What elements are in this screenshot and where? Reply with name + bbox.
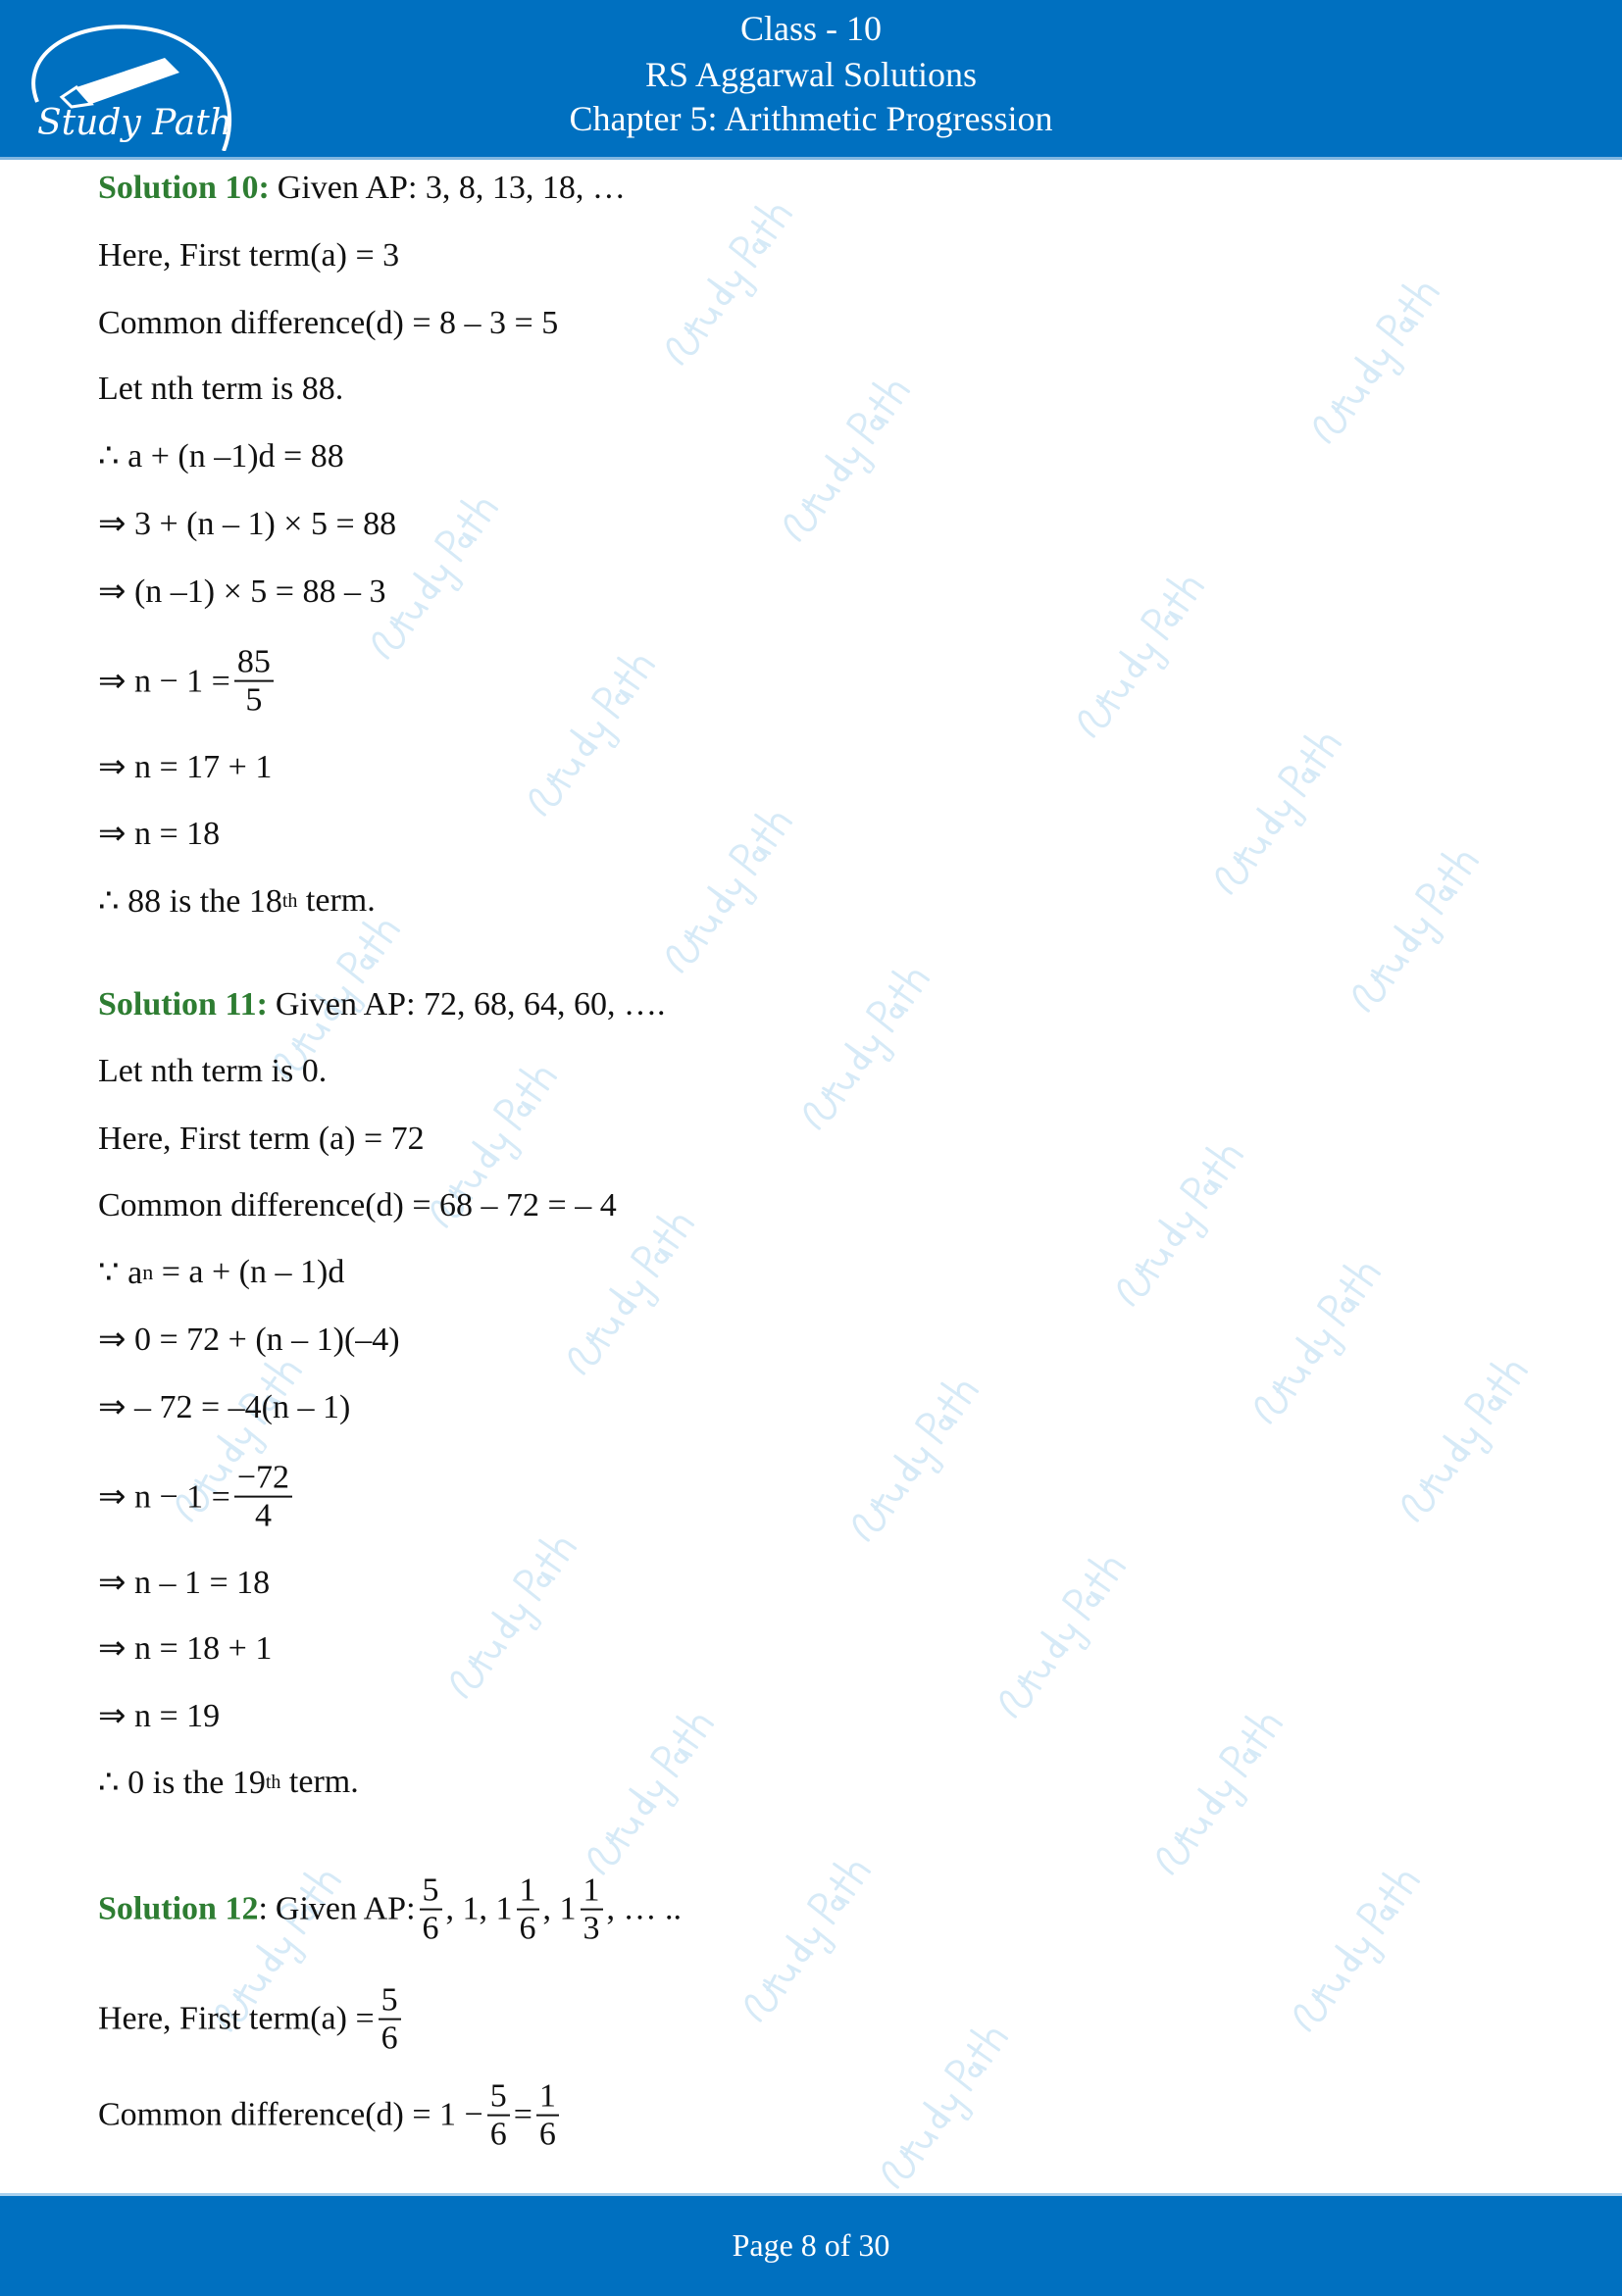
numerator: 1: [581, 1872, 603, 1911]
step: ⇒ n = 17 + 1: [98, 749, 273, 785]
numerator: 1: [517, 1872, 539, 1911]
step-text: ∴ 0 is the 19: [98, 1765, 266, 1801]
separator: , 1: [542, 1891, 577, 1927]
numerator: 5: [487, 2078, 510, 2117]
step: ⇒ 3 + (n – 1) × 5 = 88: [98, 506, 397, 542]
fraction: [581, 1872, 603, 1948]
superscript: th: [281, 889, 298, 912]
watermark-icon: [783, 952, 943, 1146]
watermark: [1381, 1344, 1542, 1538]
page-footer: [0, 2193, 1622, 2296]
step-fraction: [98, 1982, 405, 2058]
watermark: [508, 638, 669, 832]
given-ap: Given AP: 3, 8, 13, 18, …: [277, 170, 626, 206]
step: Here, First term (a) = 72: [98, 1121, 425, 1157]
denominator: 5: [245, 682, 263, 719]
denominator: 6: [519, 1911, 536, 1947]
step-text: ⇒ n − 1 =: [98, 1479, 230, 1516]
superscript: th: [265, 1771, 281, 1793]
watermark-icon: [547, 1197, 708, 1391]
watermark-icon: [763, 364, 924, 558]
watermark: [1293, 266, 1453, 460]
denominator: 3: [583, 1911, 600, 1947]
numerator: 1: [536, 2078, 559, 2117]
watermark-icon: [724, 1844, 885, 2038]
watermark: [547, 1197, 708, 1391]
equals: =: [513, 2097, 532, 2133]
page-header: [0, 0, 1622, 160]
watermark-icon: [1234, 1246, 1394, 1440]
colon: :: [258, 1891, 268, 1927]
fraction: [234, 1460, 292, 1535]
watermark: [979, 1540, 1140, 1734]
step-text: Here, First term(a) =: [98, 2001, 375, 2037]
watermark-icon: [861, 2011, 1022, 2205]
step: Common difference(d) = 8 – 3 = 5: [98, 305, 559, 341]
step: ∴ a + (n –1)d = 88: [98, 438, 344, 474]
watermark: [1096, 1128, 1257, 1323]
given-ap: Given AP:: [275, 1891, 416, 1927]
watermark-icon: [508, 638, 669, 832]
watermark: [1332, 834, 1493, 1028]
solution-10-heading: [98, 170, 626, 207]
watermark: [645, 795, 806, 989]
logo-text: Study Path: [37, 103, 232, 143]
watermark-icon: [645, 795, 806, 989]
watermark: [724, 1844, 885, 2038]
step-text: term.: [297, 882, 376, 919]
ellipsis: , … ..: [606, 1891, 683, 1927]
fraction: [234, 644, 274, 720]
header-chapter: Chapter 5: Arithmetic Progression: [569, 99, 1053, 138]
watermark-icon: [1057, 560, 1218, 754]
watermark-icon: [979, 1540, 1140, 1734]
denominator: 6: [380, 2021, 398, 2057]
subscript: n: [142, 1260, 154, 1284]
watermark: [1136, 1697, 1296, 1891]
step-text: ∴ 88 is the 18: [98, 883, 282, 920]
fraction: [379, 1982, 401, 2058]
watermark-icon: [1273, 1854, 1434, 2048]
page-number: Page 8 of 30: [732, 2227, 890, 2263]
solution-label: Solution 11:: [98, 986, 268, 1023]
solution-label: Solution 12: [98, 1891, 259, 1927]
denominator: 6: [489, 2117, 507, 2153]
watermark: [1057, 560, 1218, 754]
step: Here, First term(a) = 3: [98, 237, 400, 274]
watermark: [430, 1521, 590, 1715]
step: Let nth term is 0.: [98, 1053, 328, 1089]
header-class: Class - 10: [740, 9, 882, 48]
separator: , 1, 1: [445, 1891, 513, 1927]
denominator: 6: [422, 1911, 439, 1947]
fraction: [536, 2078, 559, 2154]
step: ⇒ (n –1) × 5 = 88 – 3: [98, 574, 386, 610]
watermark: [861, 2011, 1022, 2205]
watermark: [1194, 717, 1355, 911]
step: ⇒ n = 19: [98, 1698, 221, 1734]
step-fraction: [98, 2078, 563, 2154]
solution-12-heading: [98, 1872, 682, 1948]
step-fraction: [98, 644, 278, 720]
watermark-icon: [1136, 1697, 1296, 1891]
step: Common difference(d) = 68 – 72 = – 4: [98, 1187, 617, 1223]
watermark: [783, 952, 943, 1146]
step-text: term.: [280, 1764, 359, 1800]
denominator: 4: [254, 1498, 272, 1534]
conclusion: [98, 1763, 359, 1802]
watermark-icon: [1293, 266, 1453, 460]
header-book: RS Aggarwal Solutions: [644, 55, 978, 94]
step-text: ⇒ n − 1 =: [98, 664, 230, 700]
watermark-icon: [832, 1364, 992, 1558]
solution-11-heading: [98, 986, 666, 1023]
step-text: ∵ a: [98, 1255, 143, 1291]
solution-label: Solution 10:: [98, 170, 270, 206]
step: ⇒ n = 18: [98, 816, 221, 852]
watermark: [1234, 1246, 1394, 1440]
step-text: Common difference(d) = 1 −: [98, 2097, 483, 2133]
watermark-icon: [645, 187, 806, 381]
watermark-icon: [1096, 1128, 1257, 1323]
watermark: [645, 187, 806, 381]
watermark-icon: [430, 1521, 590, 1715]
numerator: 5: [379, 1982, 401, 2021]
given-ap: Given AP: 72, 68, 64, 60, ….: [275, 986, 666, 1023]
watermark: [832, 1364, 992, 1558]
watermark-icon: [1194, 717, 1355, 911]
watermark-icon: [567, 1697, 728, 1891]
step: Let nth term is 88.: [98, 371, 344, 407]
watermark-icon: [1332, 834, 1493, 1028]
fraction: [487, 2078, 510, 2154]
step-fraction: [98, 1460, 296, 1535]
step: ⇒ – 72 = –4(n – 1): [98, 1389, 351, 1425]
step-text: = a + (n – 1)d: [153, 1254, 345, 1290]
numerator: −72: [234, 1460, 292, 1498]
step: ⇒ n = 18 + 1: [98, 1630, 273, 1667]
numerator: 5: [420, 1872, 442, 1911]
watermark-icon: [1381, 1344, 1542, 1538]
watermark: [1273, 1854, 1434, 2048]
conclusion: [98, 881, 376, 921]
watermark: [763, 364, 924, 558]
step: ⇒ n – 1 = 18: [98, 1565, 271, 1601]
step-formula: [98, 1253, 344, 1292]
step: ⇒ 0 = 72 + (n – 1)(–4): [98, 1322, 400, 1358]
watermark: [567, 1697, 728, 1891]
fraction: [517, 1872, 539, 1948]
numerator: 85: [234, 644, 274, 682]
denominator: 6: [538, 2117, 556, 2153]
fraction: [420, 1872, 442, 1948]
